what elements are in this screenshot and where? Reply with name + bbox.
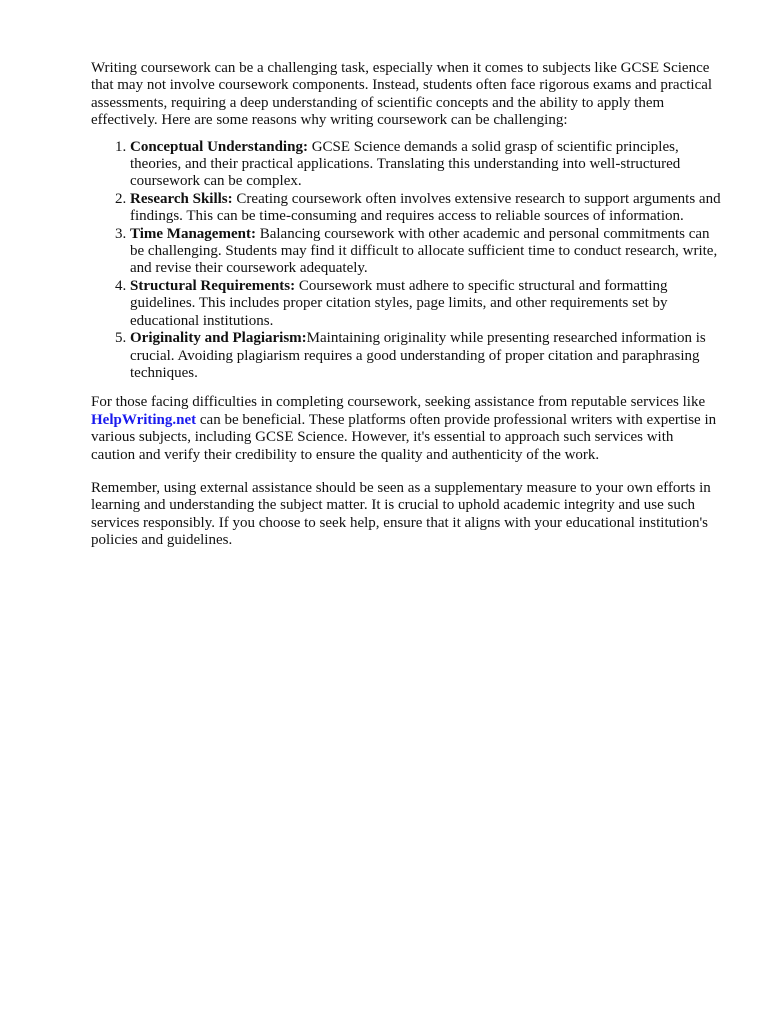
- document-page: [91, 60, 721, 566]
- list-item: [130, 330, 721, 382]
- list-item: [130, 278, 721, 330]
- list-item-text: GCSE Science demands a solid grasp of scientific principles, theories, and their practical applications. Translating this understanding into well-structured coursework can be complex.: [130, 138, 681, 190]
- assistance-text-before: For those facing difficulties in completing coursework, seeking assistance from reputable services like: [91, 394, 706, 411]
- list-item-heading: Originality and Plagiarism:: [130, 330, 307, 347]
- list-item-text: Coursework must adhere to specific structural and formatting guidelines. This includes proper citation styles, page limits, and other requirements set by educational institutions.: [130, 277, 668, 329]
- list-item-text: Balancing coursework with other academic and personal commitments can be challenging. Students may find it difficult to allocate sufficient time to conduct research, write, and revise their coursework adequately.: [130, 225, 718, 277]
- list-item-heading: Conceptual Understanding:: [130, 138, 308, 155]
- helpwriting-link[interactable]: HelpWriting.net: [91, 411, 197, 428]
- list-item: [130, 191, 721, 226]
- assistance-paragraph: [91, 394, 721, 464]
- closing-paragraph: Remember, using external assistance should be seen as a supplementary measure to your own efforts in learning and understanding the subject matter. It is crucial to uphold academic integrity and use such services responsibly. If you choose to seek help, ensure that it aligns with your educational institution's policies and guidelines.: [91, 479, 711, 549]
- list-item-heading: Time Management:: [130, 225, 256, 242]
- intro-paragraph: Writing coursework can be a challenging task, especially when it comes to subjects like GCSE Science that may not involve coursework components. Instead, students often face rigorous exams and practical assessments, requiring a deep understanding of scientific concepts and the ability to apply them effectively. Here are some reasons why writing coursework can be challenging:: [91, 60, 713, 129]
- reasons-list: [91, 139, 721, 383]
- list-item-heading: Research Skills:: [130, 190, 233, 207]
- assistance-text-after: can be beneficial. These platforms often provide professional writers with expertise in various subjects, including GCSE Science. However, it's essential to approach such services with caution and verify their credibility to ensure the quality and authenticity of the work.: [91, 411, 717, 463]
- list-item-heading: Structural Requirements:: [130, 277, 296, 294]
- list-item: [130, 226, 721, 278]
- list-item-text: Creating coursework often involves extensive research to support arguments and findings. This can be time-consuming and requires access to reliable sources of information.: [130, 190, 721, 225]
- list-item: [130, 139, 721, 191]
- list-item-text: Maintaining originality while presenting researched information is crucial. Avoiding plagiarism requires a good understanding of proper citation and paraphrasing techniques.: [130, 330, 706, 381]
